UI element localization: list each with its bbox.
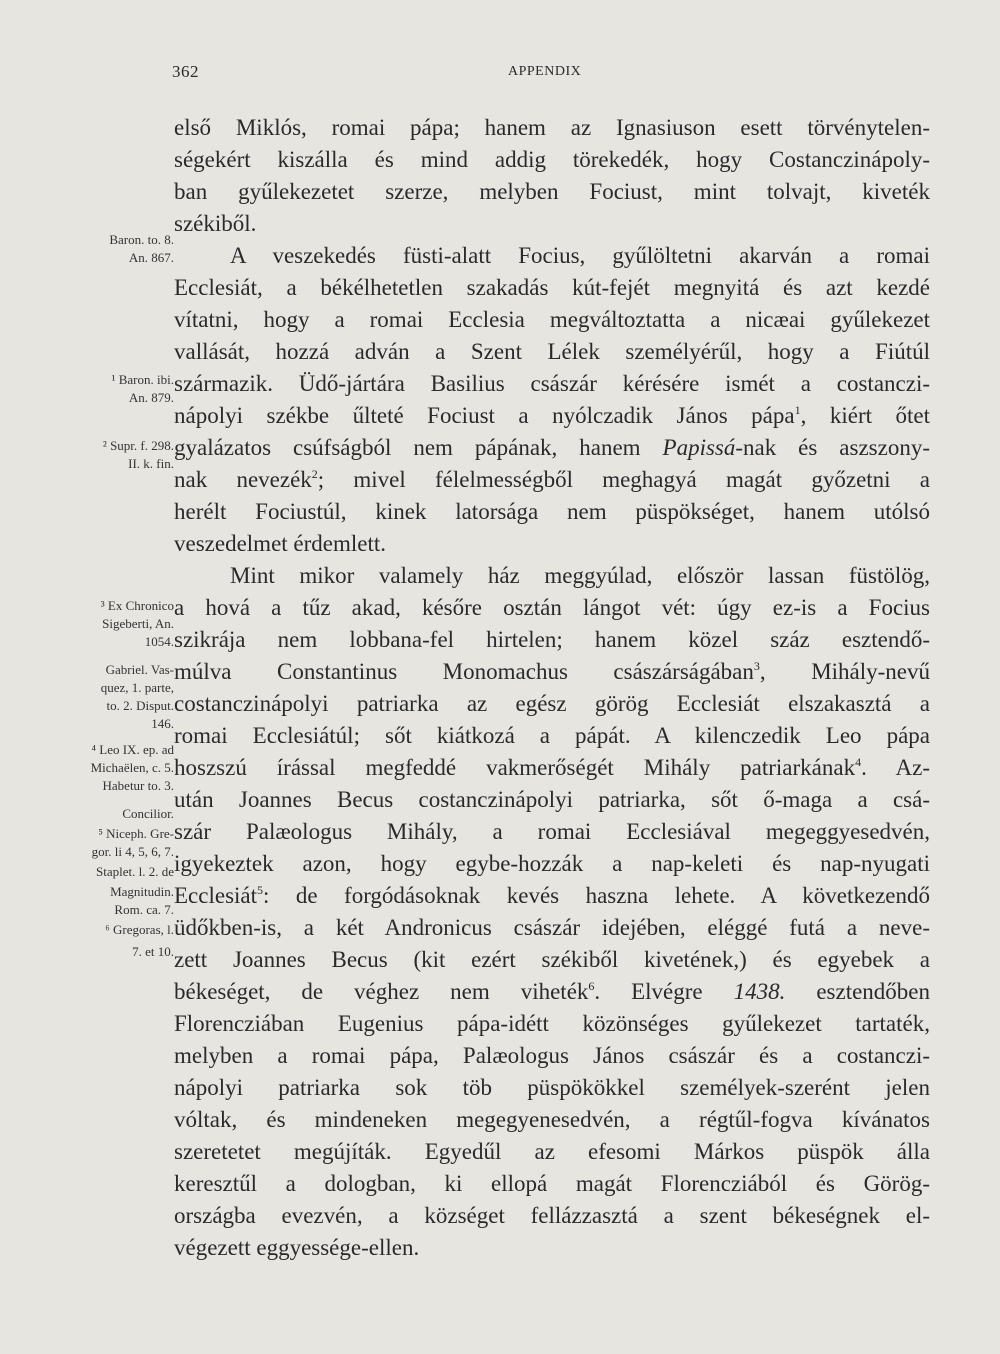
footnote-marker: 2 <box>311 467 318 481</box>
text-line <box>174 848 930 880</box>
text-line <box>174 720 930 752</box>
text-segment: , Mihály-nevű <box>759 659 930 684</box>
text-line <box>174 1168 930 1200</box>
running-head <box>0 62 1000 84</box>
text-segment: veszedelmet érdemlett. <box>174 531 387 556</box>
margin-note: ² Supr. f. 298. <box>102 438 174 453</box>
text-line <box>174 1232 930 1264</box>
margin-note: Magnitudin. <box>110 884 174 899</box>
text-line <box>174 976 930 1008</box>
margin-note: 1054. <box>144 634 174 649</box>
margin-note: Michaëlen, c. 5. <box>90 760 174 775</box>
text-segment: 1438. <box>733 979 786 1004</box>
text-line <box>174 752 930 784</box>
text-line <box>174 944 930 976</box>
text-line <box>174 784 930 816</box>
margin-note: Staplet. l. 2. de <box>96 864 174 879</box>
text-segment: nak nevezék <box>174 467 312 492</box>
text-segment: -nak és aszszony- <box>735 435 930 460</box>
text-line <box>174 400 930 432</box>
text-segment: szeretetet megújíták. Egyedűl az efesomi Márkos püspök álla <box>174 1139 930 1164</box>
text-line <box>174 176 930 208</box>
text-line <box>174 496 930 528</box>
text-segment: után Joannes Becus costanczinápolyi patriarka, sőt ő-maga a csá- <box>174 787 930 812</box>
text-line <box>174 1200 930 1232</box>
text-line <box>174 560 930 592</box>
text-segment: nápolyi székbe űlteté Fociust a nyólczadik János pápa <box>174 403 795 428</box>
text-line <box>174 656 930 688</box>
text-segment: a hová a tűz akad, későre osztán lángot vét: úgy ez-is a Focius <box>174 595 930 620</box>
text-segment: békeséget, de véghez nem viheték <box>174 979 589 1004</box>
text-line <box>174 368 930 400</box>
footnote-marker: 3 <box>753 659 760 673</box>
text-segment: múlva Constantinus Monomachus császárságában <box>174 659 754 684</box>
margin-note: quez, 1. parte, <box>100 680 174 695</box>
margin-note: ⁴ Leo IX. ep. ad <box>91 742 174 757</box>
margin-note: Baron. to. 8. <box>109 232 174 247</box>
footnote-marker: 5 <box>257 883 264 897</box>
text-line <box>174 272 930 304</box>
text-segment: székiből. <box>174 211 257 236</box>
text-segment: szár Palæologus Mihály, a romai Ecclesiával megeggyesedvén, <box>174 819 930 844</box>
text-segment: Papissá <box>662 435 736 460</box>
text-line <box>174 688 930 720</box>
text-line <box>174 880 930 912</box>
text-segment: zett Joannes Becus (kit ezért székiből kivetének,) és egyebek a <box>174 947 930 972</box>
text-segment: romai Ecclesiátúl; sőt kiátkozá a pápát. A kilenczedik Leo pápa <box>174 723 930 748</box>
text-segment: Ecclesiát <box>174 883 258 908</box>
text-segment: Mint mikor valamely ház meggyúlad, először lassan füstölög, <box>230 563 930 588</box>
text-segment: esztendőben <box>785 979 930 1004</box>
margin-note: ³ Ex Chronico <box>100 598 174 613</box>
text-segment: üdőkben-is, a két Andronicus császár idejében, eléggé futá a neve- <box>174 915 930 940</box>
margin-note: 146. <box>151 716 174 731</box>
text-segment: szikrája nem lobbana-fel hirtelen; hanem közel száz esztendő- <box>174 627 930 652</box>
text-segment: ségekért kiszálla és mind addig törekedék, hogy Costanczinápoly- <box>174 147 930 172</box>
margin-note: ¹ Baron. ibi. <box>111 372 174 387</box>
text-line <box>174 816 930 848</box>
text-segment: , kiért őtet <box>800 403 930 428</box>
text-segment: országba evezvén, a községet fellázzasztá a szent békeségnek el- <box>174 1203 930 1228</box>
text-segment: . Elvégre <box>594 979 734 1004</box>
text-line <box>174 592 930 624</box>
text-segment: első Miklós, romai pápa; hanem az Ignasiuson esett törvénytelen- <box>174 115 930 140</box>
text-segment: vóltak, és mindeneken megegyenesedvén, a régtűl-fogva kívánatos <box>174 1107 930 1132</box>
text-line <box>174 432 930 464</box>
margin-note: Habetur to. 3. <box>102 778 174 793</box>
text-line <box>174 528 930 560</box>
text-line <box>174 336 930 368</box>
text-segment: : de forgódásoknak kevés haszna lehete. A következendő <box>263 883 930 908</box>
text-line <box>174 208 930 240</box>
text-segment: végezett eggyessége-ellen. <box>174 1235 420 1260</box>
footnote-marker: 1 <box>794 403 801 417</box>
margin-note: Rom. ca. 7. <box>114 902 174 917</box>
text-segment: keresztűl a dologban, ki ellopá magát Florencziából és Görög- <box>174 1171 930 1196</box>
footnote-marker: 6 <box>588 979 595 993</box>
text-segment: . Az- <box>861 755 930 780</box>
margin-note: gor. li 4, 5, 6, 7. <box>91 844 174 859</box>
text-line <box>174 1072 930 1104</box>
page-number: 362 <box>172 62 199 81</box>
text-segment: igyekeztek azon, hogy egybe-hozzák a nap-keleti és nap-nyugati <box>174 851 930 876</box>
text-segment: vítatni, hogy a romai Ecclesia megváltoztatta a nicæai gyűlekezet <box>174 307 930 332</box>
text-line <box>174 1008 930 1040</box>
text-line <box>174 144 930 176</box>
margin-note: Sigeberti, An. <box>102 616 174 631</box>
margin-note: ⁵ Niceph. Gre- <box>98 826 174 841</box>
margin-note: to. 2. Disput. <box>106 698 174 713</box>
text-line <box>174 1136 930 1168</box>
text-segment: gyalázatos csúfságból nem pápának, hanem <box>174 435 663 460</box>
text-line <box>174 1104 930 1136</box>
margin-note: An. 879. <box>128 390 174 405</box>
text-segment: A veszekedés füsti-alatt Focius, gyűlöltetni akarván a romai <box>230 243 930 268</box>
footnote-marker: 4 <box>855 755 862 769</box>
text-line <box>174 464 930 496</box>
text-segment: ; mivel félelmességből meghagyá magát győzetni a <box>317 467 931 492</box>
text-line <box>174 240 930 272</box>
margin-note: Gabriel. Vas- <box>105 662 174 677</box>
text-segment: hoszszú írással megfeddé vakmerőségét Mihály patriarkának <box>174 755 856 780</box>
text-segment: Ecclesiát, a békélhetetlen szakadás kút-fejét megnyitá és azt kezdé <box>174 275 930 300</box>
text-segment: Florencziában Eugenius pápa-idétt közönséges gyűlekezet tartaték, <box>174 1011 930 1036</box>
margin-note: II. k. fin. <box>128 456 174 471</box>
text-line <box>174 112 930 144</box>
margin-note: ⁶ Gregoras, l. <box>105 922 174 937</box>
margin-note: An. 867. <box>128 250 174 265</box>
text-segment: származik. Üdő-jártára Basilius császár kérésére ismét a costanczi- <box>174 371 930 396</box>
text-line <box>174 912 930 944</box>
text-line <box>174 304 930 336</box>
running-title: APPENDIX <box>508 64 582 79</box>
text-segment: costanczinápolyi patriarka az egész görög Ecclesiát elszakasztá a <box>174 691 930 716</box>
text-segment: vallását, hozzá adván a Szent Lélek személyérűl, hogy a Fiútúl <box>174 339 930 364</box>
text-segment: melyben a romai pápa, Palæologus János császár és a costanczi- <box>174 1043 930 1068</box>
margin-note: Concilior. <box>122 806 174 821</box>
text-line <box>174 624 930 656</box>
text-segment: ban gyűlekezetet szerze, melyben Fociust, mint tolvajt, kiveték <box>174 179 930 204</box>
text-segment: nápolyi patriarka sok töb püspökökkel személyek-szerént jelen <box>174 1075 930 1100</box>
text-segment: herélt Fociustúl, kinek latorsága nem püspökséget, hanem utólsó <box>174 499 930 524</box>
text-line <box>174 1040 930 1072</box>
margin-note: 7. et 10. <box>132 944 174 959</box>
